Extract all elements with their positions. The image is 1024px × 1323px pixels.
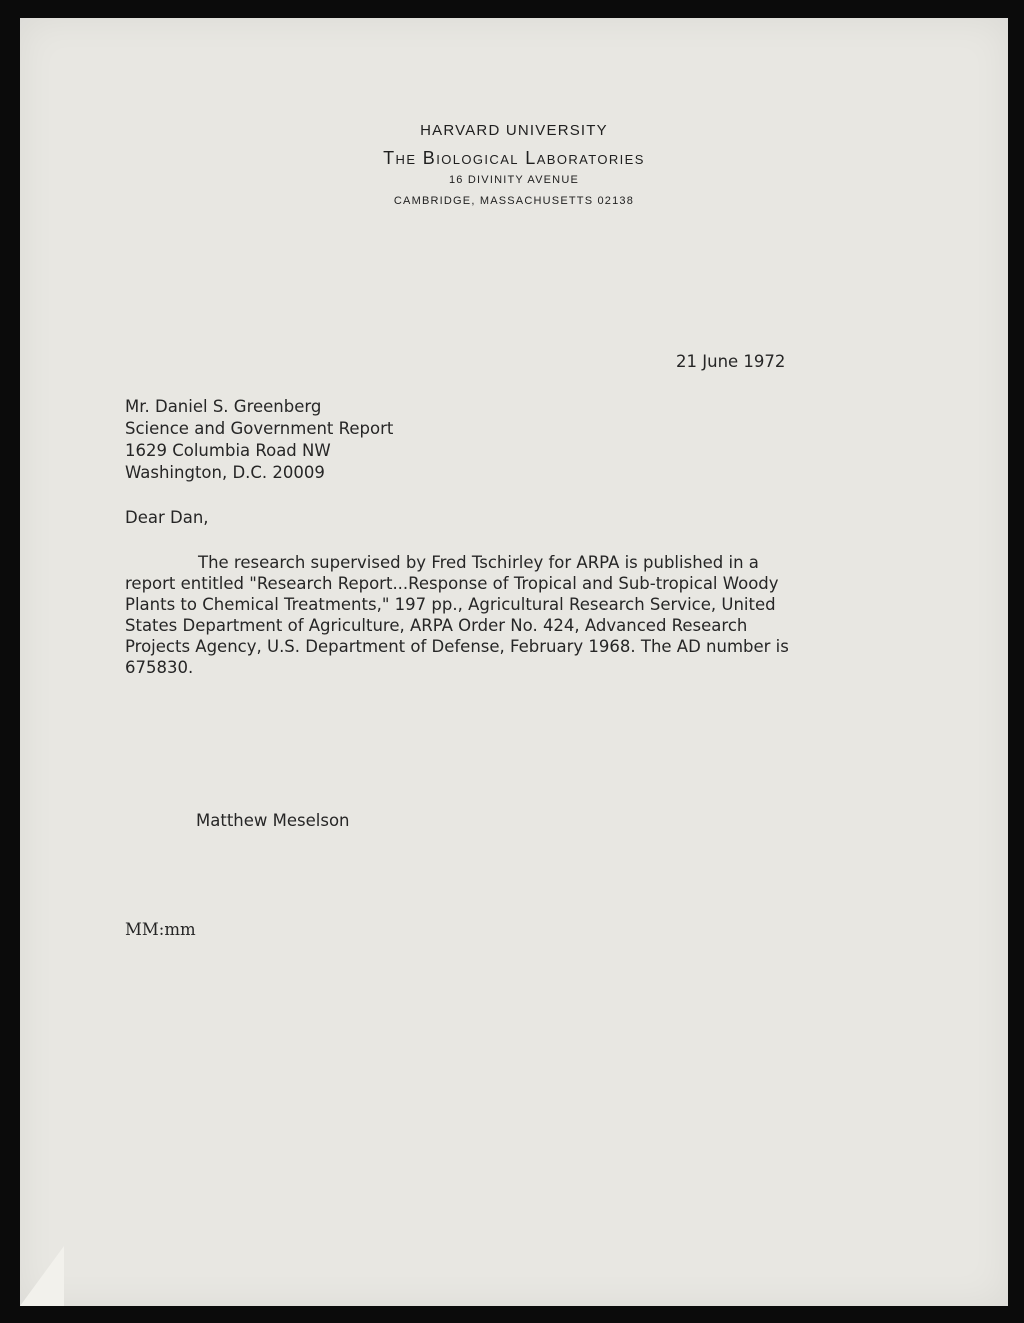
letter-date: 21 June 1972 bbox=[676, 352, 786, 371]
recipient-name: Mr. Daniel S. Greenberg bbox=[125, 397, 322, 416]
body-line: 675830. bbox=[125, 658, 194, 677]
salutation: Dear Dan, bbox=[125, 508, 209, 527]
body-line: Projects Agency, U.S. Department of Defense, February 1968. The AD number is bbox=[125, 637, 789, 656]
reference-initials: MM:mm bbox=[125, 920, 196, 939]
body-line: The research supervised by Fred Tschirley for ARPA is published in a bbox=[198, 553, 759, 572]
letter-page bbox=[20, 18, 1008, 1306]
body-line: States Department of Agriculture, ARPA Order No. 424, Advanced Research bbox=[125, 616, 748, 635]
folded-corner bbox=[20, 1246, 64, 1306]
recipient-street: 1629 Columbia Road NW bbox=[125, 441, 331, 460]
letterhead-street: 16 DIVINITY AVENUE bbox=[448, 174, 579, 186]
recipient-city: Washington, D.C. 20009 bbox=[125, 463, 325, 482]
body-line: report entitled "Research Report...Response of Tropical and Sub-tropical Woody bbox=[125, 574, 779, 593]
signature-name: Matthew Meselson bbox=[196, 811, 350, 830]
body-line: Plants to Chemical Treatments," 197 pp., Agricultural Research Service, United bbox=[125, 595, 776, 614]
letterhead-department: The Biological Laboratories bbox=[383, 148, 645, 168]
letterhead-city: CAMBRIDGE, MASSACHUSETTS 02138 bbox=[393, 195, 635, 207]
letterhead-university: HARVARD UNIVERSITY bbox=[420, 122, 608, 139]
recipient-organization: Science and Government Report bbox=[125, 419, 394, 438]
